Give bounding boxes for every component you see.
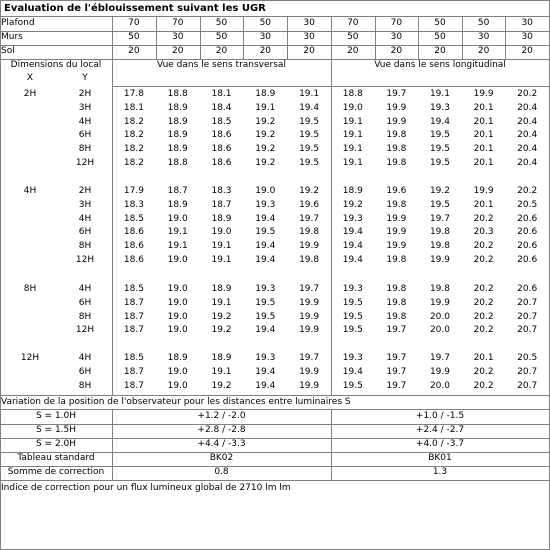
ugr-value: 18.2 bbox=[123, 116, 144, 127]
row-y-label: 4H bbox=[78, 116, 92, 127]
ugr-value: 18.8 bbox=[342, 89, 363, 99]
ugr-value: 20.1 bbox=[473, 144, 494, 155]
ugr-value: 20.0 bbox=[429, 311, 450, 322]
ugr-value: 20.1 bbox=[473, 102, 494, 113]
footer-note: Indice de correction pour un flux lumineux global de 2710 lm lm bbox=[1, 483, 291, 493]
param-value: 30 bbox=[303, 18, 315, 28]
divider bbox=[1, 480, 549, 481]
ugr-value: 18.6 bbox=[211, 144, 232, 155]
ugr-value: 19.7 bbox=[386, 353, 407, 363]
variation-label: S = 1.0H bbox=[35, 411, 77, 421]
divider bbox=[112, 59, 113, 395]
divider bbox=[112, 409, 113, 480]
param-value: 20 bbox=[171, 46, 184, 56]
variation-label: S = 2.0H bbox=[35, 439, 77, 449]
ugr-value: 18.5 bbox=[123, 284, 144, 294]
param-value: 50 bbox=[215, 32, 228, 42]
param-value: 50 bbox=[215, 18, 228, 28]
ugr-value: 19.0 bbox=[167, 213, 188, 224]
ugr-value: 20.1 bbox=[473, 116, 494, 127]
ugr-value: 19.9 bbox=[299, 297, 320, 308]
ugr-value: 19.0 bbox=[167, 311, 188, 322]
variation-longitudinal: +4.0 / -3.7 bbox=[415, 439, 465, 449]
ugr-value: 19.8 bbox=[386, 158, 407, 168]
ugr-value: 19.2 bbox=[299, 186, 320, 196]
ugr-value: 19.0 bbox=[167, 255, 188, 265]
row-y-label: 4H bbox=[78, 213, 92, 224]
ugr-value: 19.5 bbox=[429, 144, 450, 155]
ugr-value: 18.7 bbox=[123, 366, 144, 377]
ugr-value: 20.1 bbox=[473, 158, 494, 168]
ugr-value: 19.2 bbox=[211, 380, 232, 391]
ugr-value: 19.8 bbox=[386, 297, 407, 308]
ugr-value: 18.9 bbox=[211, 213, 232, 224]
divider bbox=[418, 16, 419, 60]
ugr-value: 19.5 bbox=[429, 199, 450, 210]
ugr-value: 18.2 bbox=[123, 130, 144, 141]
ugr-value: 20.5 bbox=[517, 353, 538, 363]
divider bbox=[331, 16, 332, 60]
ugr-value: 19.7 bbox=[299, 353, 320, 363]
ugr-value: 20.6 bbox=[517, 255, 538, 265]
ugr-value: 19.4 bbox=[342, 366, 363, 377]
ugr-value: 19.5 bbox=[299, 130, 320, 141]
ugr-value: 18.7 bbox=[123, 311, 144, 322]
ugr-value: 18.9 bbox=[211, 284, 232, 294]
ugr-value: 19.5 bbox=[342, 297, 363, 308]
param-value: 20 bbox=[303, 46, 315, 56]
ugr-value: 18.6 bbox=[211, 130, 232, 141]
ugr-value: 19.9 bbox=[386, 116, 407, 127]
ugr-value: 18.9 bbox=[167, 144, 188, 155]
divider bbox=[200, 16, 201, 60]
param-value: 20 bbox=[128, 46, 140, 56]
ugr-value: 19.9 bbox=[386, 241, 407, 252]
row-y-label: 12H bbox=[75, 325, 95, 336]
table-title: Evaluation de l'éblouissement suivant les UGR bbox=[4, 3, 266, 14]
standard-transversal: BK02 bbox=[209, 453, 234, 463]
param-label: Murs bbox=[1, 32, 23, 42]
ugr-value: 19.4 bbox=[255, 380, 276, 391]
ugr-value: 19.5 bbox=[342, 325, 363, 336]
row-y-label: 6H bbox=[78, 366, 92, 377]
param-value: 30 bbox=[521, 32, 533, 42]
ugr-value: 19.9 bbox=[473, 186, 494, 196]
ugr-value: 18.5 bbox=[123, 213, 144, 224]
ugr-value: 18.6 bbox=[211, 158, 232, 168]
ugr-value: 19.2 bbox=[255, 158, 276, 168]
ugr-value: 19.4 bbox=[255, 366, 276, 377]
ugr-value: 18.9 bbox=[255, 89, 276, 99]
ugr-value: 20.2 bbox=[473, 241, 494, 252]
standard-label: Tableau standard bbox=[17, 453, 95, 463]
variation-transversal: +1.2 / -2.0 bbox=[197, 411, 246, 421]
divider bbox=[462, 16, 463, 60]
correction-label: Somme de correction bbox=[7, 467, 105, 477]
dim-x-label: X bbox=[26, 73, 34, 83]
ugr-value: 18.7 bbox=[167, 186, 188, 196]
ugr-value: 19.3 bbox=[255, 353, 276, 363]
ugr-value: 20.2 bbox=[517, 186, 538, 196]
ugr-value: 19.5 bbox=[299, 116, 320, 127]
ugr-value: 19.9 bbox=[299, 366, 320, 377]
param-value: 20 bbox=[347, 46, 359, 56]
ugr-value: 20.2 bbox=[473, 297, 494, 308]
ugr-value: 19.2 bbox=[429, 186, 450, 196]
ugr-value: 19.5 bbox=[342, 311, 363, 322]
ugr-value: 19.8 bbox=[386, 144, 407, 155]
ugr-value: 20.7 bbox=[517, 366, 538, 377]
ugr-value: 18.9 bbox=[342, 186, 363, 196]
ugr-value: 18.1 bbox=[123, 102, 144, 113]
ugr-value: 19.8 bbox=[299, 255, 320, 265]
ugr-value: 19.6 bbox=[299, 199, 320, 210]
variation-transversal: +2.8 / -2.8 bbox=[197, 425, 246, 435]
correction-longitudinal: 1.3 bbox=[432, 467, 448, 477]
ugr-value: 19.4 bbox=[342, 227, 363, 238]
ugr-value: 19.4 bbox=[255, 241, 276, 252]
ugr-value: 19.7 bbox=[299, 213, 320, 224]
row-y-label: 8H bbox=[78, 311, 92, 322]
ugr-value: 19.8 bbox=[429, 227, 450, 238]
dim-y-label: Y bbox=[82, 73, 88, 83]
ugr-value: 19.2 bbox=[342, 199, 363, 210]
ugr-value: 19.9 bbox=[299, 241, 320, 252]
row-y-label: 6H bbox=[78, 227, 92, 238]
param-value: 30 bbox=[390, 32, 403, 42]
ugr-value: 19.7 bbox=[299, 284, 320, 294]
variation-title: Variation de la position de l'observateur pour les distances entre luminaires S bbox=[1, 397, 351, 407]
ugr-value: 19.9 bbox=[299, 325, 320, 336]
ugr-value: 20.1 bbox=[473, 130, 494, 141]
ugr-value: 19.3 bbox=[342, 213, 363, 224]
ugr-value: 20.2 bbox=[473, 325, 494, 336]
ugr-value: 18.9 bbox=[167, 353, 188, 363]
ugr-value: 19.1 bbox=[211, 255, 232, 265]
ugr-value: 20.7 bbox=[517, 325, 538, 336]
ugr-value: 20.4 bbox=[517, 130, 538, 141]
ugr-value: 18.3 bbox=[123, 199, 144, 210]
ugr-value: 19.0 bbox=[255, 186, 276, 196]
ugr-value: 19.3 bbox=[342, 353, 363, 363]
ugr-value: 19.1 bbox=[342, 130, 363, 141]
variation-transversal: +4.4 / -3.3 bbox=[197, 439, 246, 449]
ugr-value: 19.5 bbox=[299, 144, 320, 155]
ugr-value: 19.3 bbox=[429, 102, 450, 113]
correction-transversal: 0.8 bbox=[214, 467, 229, 477]
row-y-label: 2H bbox=[78, 89, 92, 99]
view-longitudinal-label: Vue dans le sens longitudinal bbox=[374, 60, 506, 70]
ugr-value: 18.9 bbox=[167, 199, 188, 210]
row-y-label: 6H bbox=[78, 130, 92, 141]
ugr-value: 19.8 bbox=[386, 199, 407, 210]
dimensions-label: Dimensions du local bbox=[10, 60, 102, 70]
ugr-value: 19.0 bbox=[211, 227, 232, 238]
ugr-value: 19.0 bbox=[167, 284, 188, 294]
ugr-value: 20.7 bbox=[517, 297, 538, 308]
param-label: Sol bbox=[1, 46, 15, 56]
divider bbox=[331, 409, 332, 480]
ugr-value: 19.5 bbox=[255, 227, 276, 238]
ugr-value: 19.9 bbox=[429, 297, 450, 308]
ugr-value: 19.0 bbox=[167, 325, 188, 336]
ugr-value: 20.2 bbox=[473, 255, 494, 265]
divider bbox=[243, 16, 244, 60]
ugr-value: 19.1 bbox=[211, 241, 232, 252]
param-value: 30 bbox=[477, 32, 490, 42]
ugr-value: 19.5 bbox=[429, 130, 450, 141]
row-y-label: 8H bbox=[78, 144, 92, 155]
ugr-value: 19.0 bbox=[167, 366, 188, 377]
ugr-value: 18.6 bbox=[123, 227, 144, 238]
group-x-label: 2H bbox=[23, 89, 37, 99]
ugr-value: 18.6 bbox=[123, 255, 144, 265]
ugr-value: 18.7 bbox=[123, 297, 144, 308]
ugr-value: 19.8 bbox=[386, 284, 407, 294]
variation-longitudinal: +1.0 / -1.5 bbox=[415, 411, 465, 421]
ugr-value: 20.0 bbox=[429, 380, 450, 391]
param-value: 70 bbox=[347, 18, 359, 28]
row-y-label: 4H bbox=[78, 284, 92, 294]
ugr-value: 19.9 bbox=[299, 380, 320, 391]
param-value: 20 bbox=[215, 46, 228, 56]
ugr-value: 19.1 bbox=[211, 297, 232, 308]
ugr-value: 18.9 bbox=[167, 116, 188, 127]
divider bbox=[375, 16, 376, 60]
ugr-value: 18.2 bbox=[123, 144, 144, 155]
param-value: 20 bbox=[477, 46, 490, 56]
ugr-value: 19.1 bbox=[211, 366, 232, 377]
ugr-value: 19.9 bbox=[429, 255, 450, 265]
ugr-value: 19.2 bbox=[211, 311, 232, 322]
group-x-label: 8H bbox=[23, 284, 37, 294]
row-y-label: 3H bbox=[78, 199, 92, 210]
ugr-value: 19.9 bbox=[429, 366, 450, 377]
ugr-value: 20.3 bbox=[473, 227, 494, 238]
ugr-value: 18.7 bbox=[211, 199, 232, 210]
ugr-value: 19.0 bbox=[167, 380, 188, 391]
ugr-value: 18.9 bbox=[167, 102, 188, 113]
ugr-value: 17.8 bbox=[123, 89, 144, 99]
param-value: 20 bbox=[390, 46, 403, 56]
param-value: 30 bbox=[521, 18, 533, 28]
ugr-value: 19.1 bbox=[342, 144, 363, 155]
ugr-value: 18.7 bbox=[123, 380, 144, 391]
ugr-value: 20.4 bbox=[517, 116, 538, 127]
ugr-value: 19.1 bbox=[167, 227, 188, 238]
ugr-value: 20.2 bbox=[473, 366, 494, 377]
group-x-label: 4H bbox=[23, 186, 37, 196]
ugr-value: 19.4 bbox=[255, 255, 276, 265]
ugr-value: 18.9 bbox=[211, 353, 232, 363]
param-value: 70 bbox=[390, 18, 403, 28]
ugr-value: 18.6 bbox=[123, 241, 144, 252]
row-y-label: 6H bbox=[78, 297, 92, 308]
ugr-value: 19.1 bbox=[429, 89, 450, 99]
ugr-value: 19.8 bbox=[386, 311, 407, 322]
ugr-value: 19.5 bbox=[429, 158, 450, 168]
param-value: 30 bbox=[259, 32, 272, 42]
ugr-value: 20.4 bbox=[517, 144, 538, 155]
ugr-value: 20.6 bbox=[517, 213, 538, 224]
ugr-value: 19.7 bbox=[386, 380, 407, 391]
ugr-value: 20.2 bbox=[473, 284, 494, 294]
ugr-value: 19.5 bbox=[299, 158, 320, 168]
param-value: 50 bbox=[434, 18, 446, 28]
param-value: 20 bbox=[259, 46, 272, 56]
param-value: 50 bbox=[259, 18, 272, 28]
ugr-value: 19.9 bbox=[473, 89, 494, 99]
ugr-value: 20.2 bbox=[517, 89, 538, 99]
ugr-value: 19.5 bbox=[255, 311, 276, 322]
ugr-value: 20.5 bbox=[517, 199, 538, 210]
param-value: 30 bbox=[171, 32, 184, 42]
param-value: 70 bbox=[171, 18, 184, 28]
ugr-value: 20.7 bbox=[517, 311, 538, 322]
divider bbox=[156, 16, 157, 60]
row-y-label: 3H bbox=[78, 102, 92, 113]
ugr-value: 19.1 bbox=[342, 116, 363, 127]
ugr-value: 19.1 bbox=[342, 158, 363, 168]
param-value: 30 bbox=[303, 32, 315, 42]
row-y-label: 8H bbox=[78, 241, 92, 252]
ugr-value: 19.9 bbox=[386, 227, 407, 238]
ugr-value: 17.9 bbox=[123, 186, 144, 196]
param-value: 70 bbox=[128, 18, 140, 28]
ugr-value: 19.4 bbox=[299, 102, 320, 113]
ugr-value: 19.7 bbox=[429, 213, 450, 224]
ugr-value: 19.3 bbox=[255, 199, 276, 210]
row-y-label: 8H bbox=[78, 380, 92, 391]
row-y-label: 12H bbox=[75, 255, 95, 265]
ugr-value: 19.4 bbox=[429, 116, 450, 127]
param-value: 50 bbox=[347, 32, 359, 42]
row-y-label: 4H bbox=[78, 353, 92, 363]
divider bbox=[331, 59, 332, 395]
ugr-value: 19.2 bbox=[255, 130, 276, 141]
ugr-value: 20.0 bbox=[429, 325, 450, 336]
ugr-value: 19.9 bbox=[386, 102, 407, 113]
param-value: 50 bbox=[128, 32, 140, 42]
param-value: 50 bbox=[477, 18, 490, 28]
ugr-value: 19.7 bbox=[429, 353, 450, 363]
ugr-value: 18.7 bbox=[123, 325, 144, 336]
ugr-value: 19.2 bbox=[211, 325, 232, 336]
ugr-value: 19.1 bbox=[255, 102, 276, 113]
ugr-value: 19.4 bbox=[255, 325, 276, 336]
ugr-value: 20.6 bbox=[517, 284, 538, 294]
ugr-value: 18.2 bbox=[123, 158, 144, 168]
ugr-value: 19.0 bbox=[167, 297, 188, 308]
ugr-value: 19.1 bbox=[299, 89, 320, 99]
row-y-label: 2H bbox=[78, 186, 92, 196]
ugr-value: 19.8 bbox=[299, 227, 320, 238]
ugr-value: 20.1 bbox=[473, 199, 494, 210]
ugr-value: 19.5 bbox=[255, 297, 276, 308]
ugr-value: 19.4 bbox=[255, 213, 276, 224]
ugr-value: 19.9 bbox=[299, 311, 320, 322]
ugr-value: 19.4 bbox=[342, 241, 363, 252]
param-value: 20 bbox=[434, 46, 446, 56]
ugr-value: 19.8 bbox=[429, 284, 450, 294]
variation-label: S = 1.5H bbox=[35, 425, 77, 435]
row-y-label: 12H bbox=[75, 158, 95, 168]
divider bbox=[112, 16, 113, 60]
ugr-value: 19.9 bbox=[386, 213, 407, 224]
view-transversal-label: Vue dans le sens transversal bbox=[157, 60, 286, 70]
ugr-value: 20.7 bbox=[517, 380, 538, 391]
ugr-value: 20.2 bbox=[473, 380, 494, 391]
ugr-value: 19.6 bbox=[386, 186, 407, 196]
divider bbox=[287, 16, 288, 60]
ugr-value: 19.8 bbox=[386, 255, 407, 265]
standard-longitudinal: BK01 bbox=[428, 453, 452, 463]
ugr-value: 18.8 bbox=[167, 158, 188, 168]
ugr-value: 19.7 bbox=[386, 366, 407, 377]
ugr-value: 18.1 bbox=[211, 89, 232, 99]
param-value: 20 bbox=[521, 46, 533, 56]
divider bbox=[505, 16, 506, 60]
ugr-value: 20.4 bbox=[517, 158, 538, 168]
ugr-value: 19.1 bbox=[167, 241, 188, 252]
variation-longitudinal: +2.4 / -2.7 bbox=[415, 425, 465, 435]
ugr-value: 20.2 bbox=[473, 213, 494, 224]
ugr-value: 20.1 bbox=[473, 353, 494, 363]
ugr-value: 19.7 bbox=[386, 325, 407, 336]
ugr-value: 19.0 bbox=[342, 102, 363, 113]
ugr-value: 18.8 bbox=[167, 89, 188, 99]
group-x-label: 12H bbox=[20, 353, 40, 363]
ugr-value: 19.4 bbox=[342, 255, 363, 265]
ugr-value: 20.4 bbox=[517, 102, 538, 113]
ugr-value: 19.5 bbox=[342, 380, 363, 391]
ugr-value: 19.2 bbox=[255, 116, 276, 127]
ugr-value: 19.3 bbox=[342, 284, 363, 294]
ugr-value: 19.7 bbox=[386, 89, 407, 99]
ugr-value: 18.3 bbox=[211, 186, 232, 196]
ugr-value: 19.2 bbox=[255, 144, 276, 155]
param-value: 50 bbox=[434, 32, 446, 42]
ugr-value: 18.4 bbox=[211, 102, 232, 113]
ugr-value: 18.5 bbox=[211, 116, 232, 127]
ugr-value: 20.6 bbox=[517, 227, 538, 238]
ugr-value: 20.2 bbox=[473, 311, 494, 322]
ugr-value: 20.6 bbox=[517, 241, 538, 252]
ugr-value: 19.3 bbox=[255, 284, 276, 294]
ugr-value: 18.5 bbox=[123, 353, 144, 363]
ugr-value: 19.8 bbox=[386, 130, 407, 141]
param-label: Plafond bbox=[1, 18, 35, 28]
ugr-value: 19.8 bbox=[429, 241, 450, 252]
ugr-value: 18.9 bbox=[167, 130, 188, 141]
